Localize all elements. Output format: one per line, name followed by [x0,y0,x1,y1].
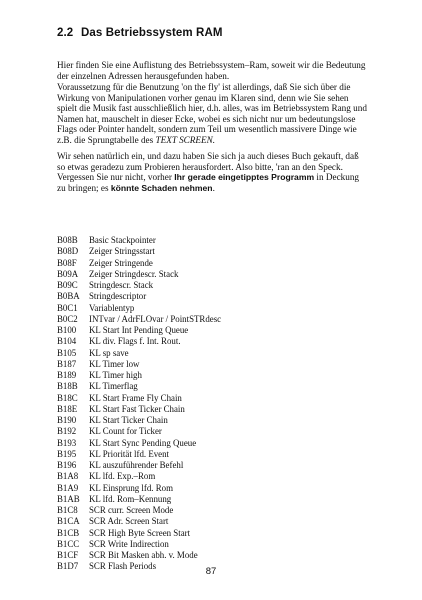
address-cell: B18B [57,381,78,392]
address-cell: B18C [57,392,78,403]
table-row [57,393,221,404]
description-cell: KL Start Ticker Chain [89,415,168,425]
address-cell: B0BA [57,291,80,302]
table-row [57,404,221,415]
description-cell: Zeiger Stringsstart [89,246,155,257]
table-row [57,336,221,347]
table-row [57,359,221,370]
description-cell: Basic Stackpointer [89,235,156,245]
table-row [57,483,221,494]
warning-bold-2: könnte Schaden nehmen [110,182,213,193]
table-row [57,269,221,280]
table-row [57,291,221,302]
address-cell: B192 [57,426,77,437]
description-cell: INTvar / AdrFLOvar / PointSTRdesc [89,313,222,324]
address-cell: B104 [57,336,77,347]
address-cell: B1D7 [57,561,79,572]
section-heading [57,27,223,39]
description-cell: KL Count for Ticker [89,426,162,437]
page-number: 87 [205,566,217,577]
table-row [57,325,221,336]
description-cell: KL sp save [89,347,129,358]
address-cell: B0C1 [57,302,78,313]
address-cell: B195 [57,448,77,459]
description-cell: KL lfd. Rom–Kennung [89,493,172,504]
address-cell: B1C8 [57,505,78,515]
table-row [57,314,221,325]
description-cell: SCR Adr. Screen Start [89,516,169,527]
table-row [57,370,221,381]
address-cell: B1A8 [57,471,79,482]
description-cell: KL Einsprung lfd. Rom [89,482,173,493]
table-row [57,280,221,291]
table-row [57,539,221,550]
table-row [57,528,221,539]
address-cell: B09A [57,268,79,279]
address-table [57,235,221,573]
address-cell: B105 [57,347,77,358]
address-cell: B08B [57,235,78,245]
table-row [57,348,221,359]
table-row [57,415,221,426]
table-row [57,471,221,482]
description-cell: KL Timer low [89,358,140,369]
description-cell: KL Start Frame Fly Chain [89,392,182,403]
section-number: 2.2 [57,27,74,39]
description-cell: Variablentyp [89,302,135,313]
description-cell: KL Start Fast Ticker Chain [89,403,185,414]
section-title: Das Betriebssystem RAM [81,27,223,39]
description-cell: Stringdescr. Stack [89,280,154,290]
address-cell: B18E [57,403,78,414]
table-row [57,426,221,437]
address-cell: B0C2 [57,313,78,324]
table-row [57,460,221,471]
address-cell: B193 [57,437,77,448]
address-cell: B1AB [57,493,80,504]
description-cell: KL lfd. Exp.–Rom [89,471,156,482]
address-cell: B1CF [57,550,79,560]
text-screen-term: TEXT SCREEN. [155,134,216,145]
description-cell: KL Start Int Pending Queue [89,325,189,335]
address-cell: B09C [57,280,78,290]
usage-text: Voraussetzung für die Benutzung 'on the fly' ist allerdings, daß Sie sich über die Wirkung von Manipulationen vorher genau im Klaren sind, denn wie Sie sehen spielt die Musik fast ausschließlich hier, d.h. alles, was im Betriebssystem Rang und Namen hat, mauschelt in dieser Ecke, wobei es sich nicht nur um bedeutungslose Flags oder Pointer handelt, sondern zum Teil um wesentlich massivere Dinge wie z.B. die Sprungtabelle des [57,82,367,145]
address-cell: B196 [57,460,77,470]
address-cell: B190 [57,415,77,425]
description-cell: SCR High Byte Screen Start [89,527,191,538]
description-cell: SCR Flash Periods [89,561,157,572]
description-cell: KL Timer high [89,370,142,380]
address-cell: B1A9 [57,482,79,493]
description-cell: SCR Write Indirection [89,538,169,549]
table-row [57,449,221,460]
address-cell: B1CC [57,538,80,549]
address-cell: B1CA [57,516,80,527]
table-row [57,246,221,257]
description-cell: KL Start Sync Pending Queue [89,437,197,448]
description-cell: KL auszuführender Befehl [89,460,184,470]
address-cell: B189 [57,370,77,380]
description-cell: Zeiger Stringdescr. Stack [89,268,179,279]
intro-paragraph: Hier finden Sie eine Auflistung des Betriebssystem–Ram, soweit wir die Bedeutung der einzelnen Adressen herausgefunden haben. [57,60,366,81]
warning-text-3: . [212,182,215,193]
table-row [57,494,221,505]
address-cell: B08F [57,257,77,268]
description-cell: Stringdescriptor [89,291,147,302]
table-row [57,381,221,392]
description-cell: KL Timerflag [89,381,138,392]
address-cell: B1CB [57,527,80,538]
address-cell: B08D [57,246,79,257]
table-row [57,438,221,449]
table-row [57,303,221,314]
description-cell: SCR Bit Masken abh. v. Mode [89,550,198,560]
warning-text-1: Wir sehen natürlich ein, und dazu haben Sie sich ja auch dieses Buch gekauft, daß so etwas geradezu zum Probieren herausfordert. Also bitte, 'ran an den Speck. Vergessen Sie nur nicht, vorher [57,151,359,182]
warning-paragraph [57,151,367,193]
table-row [57,235,221,246]
table-row [57,516,221,527]
usage-paragraph [57,82,367,145]
description-cell: KL div. Flags f. Int. Rout. [89,336,181,347]
address-cell: B187 [57,358,77,369]
warning-text-2: in Deckung zu bringen; es [57,172,360,193]
table-row [57,258,221,269]
table-row [57,505,221,516]
description-cell: SCR curr. Screen Mode [89,505,174,515]
table-row [57,550,221,561]
warning-bold-1: Ihr gerade eingetipptes Programm [174,172,315,182]
address-cell: B100 [57,325,77,335]
description-cell: KL Priorität lfd. Event [89,448,170,459]
description-cell: Zeiger Stringende [89,257,153,268]
